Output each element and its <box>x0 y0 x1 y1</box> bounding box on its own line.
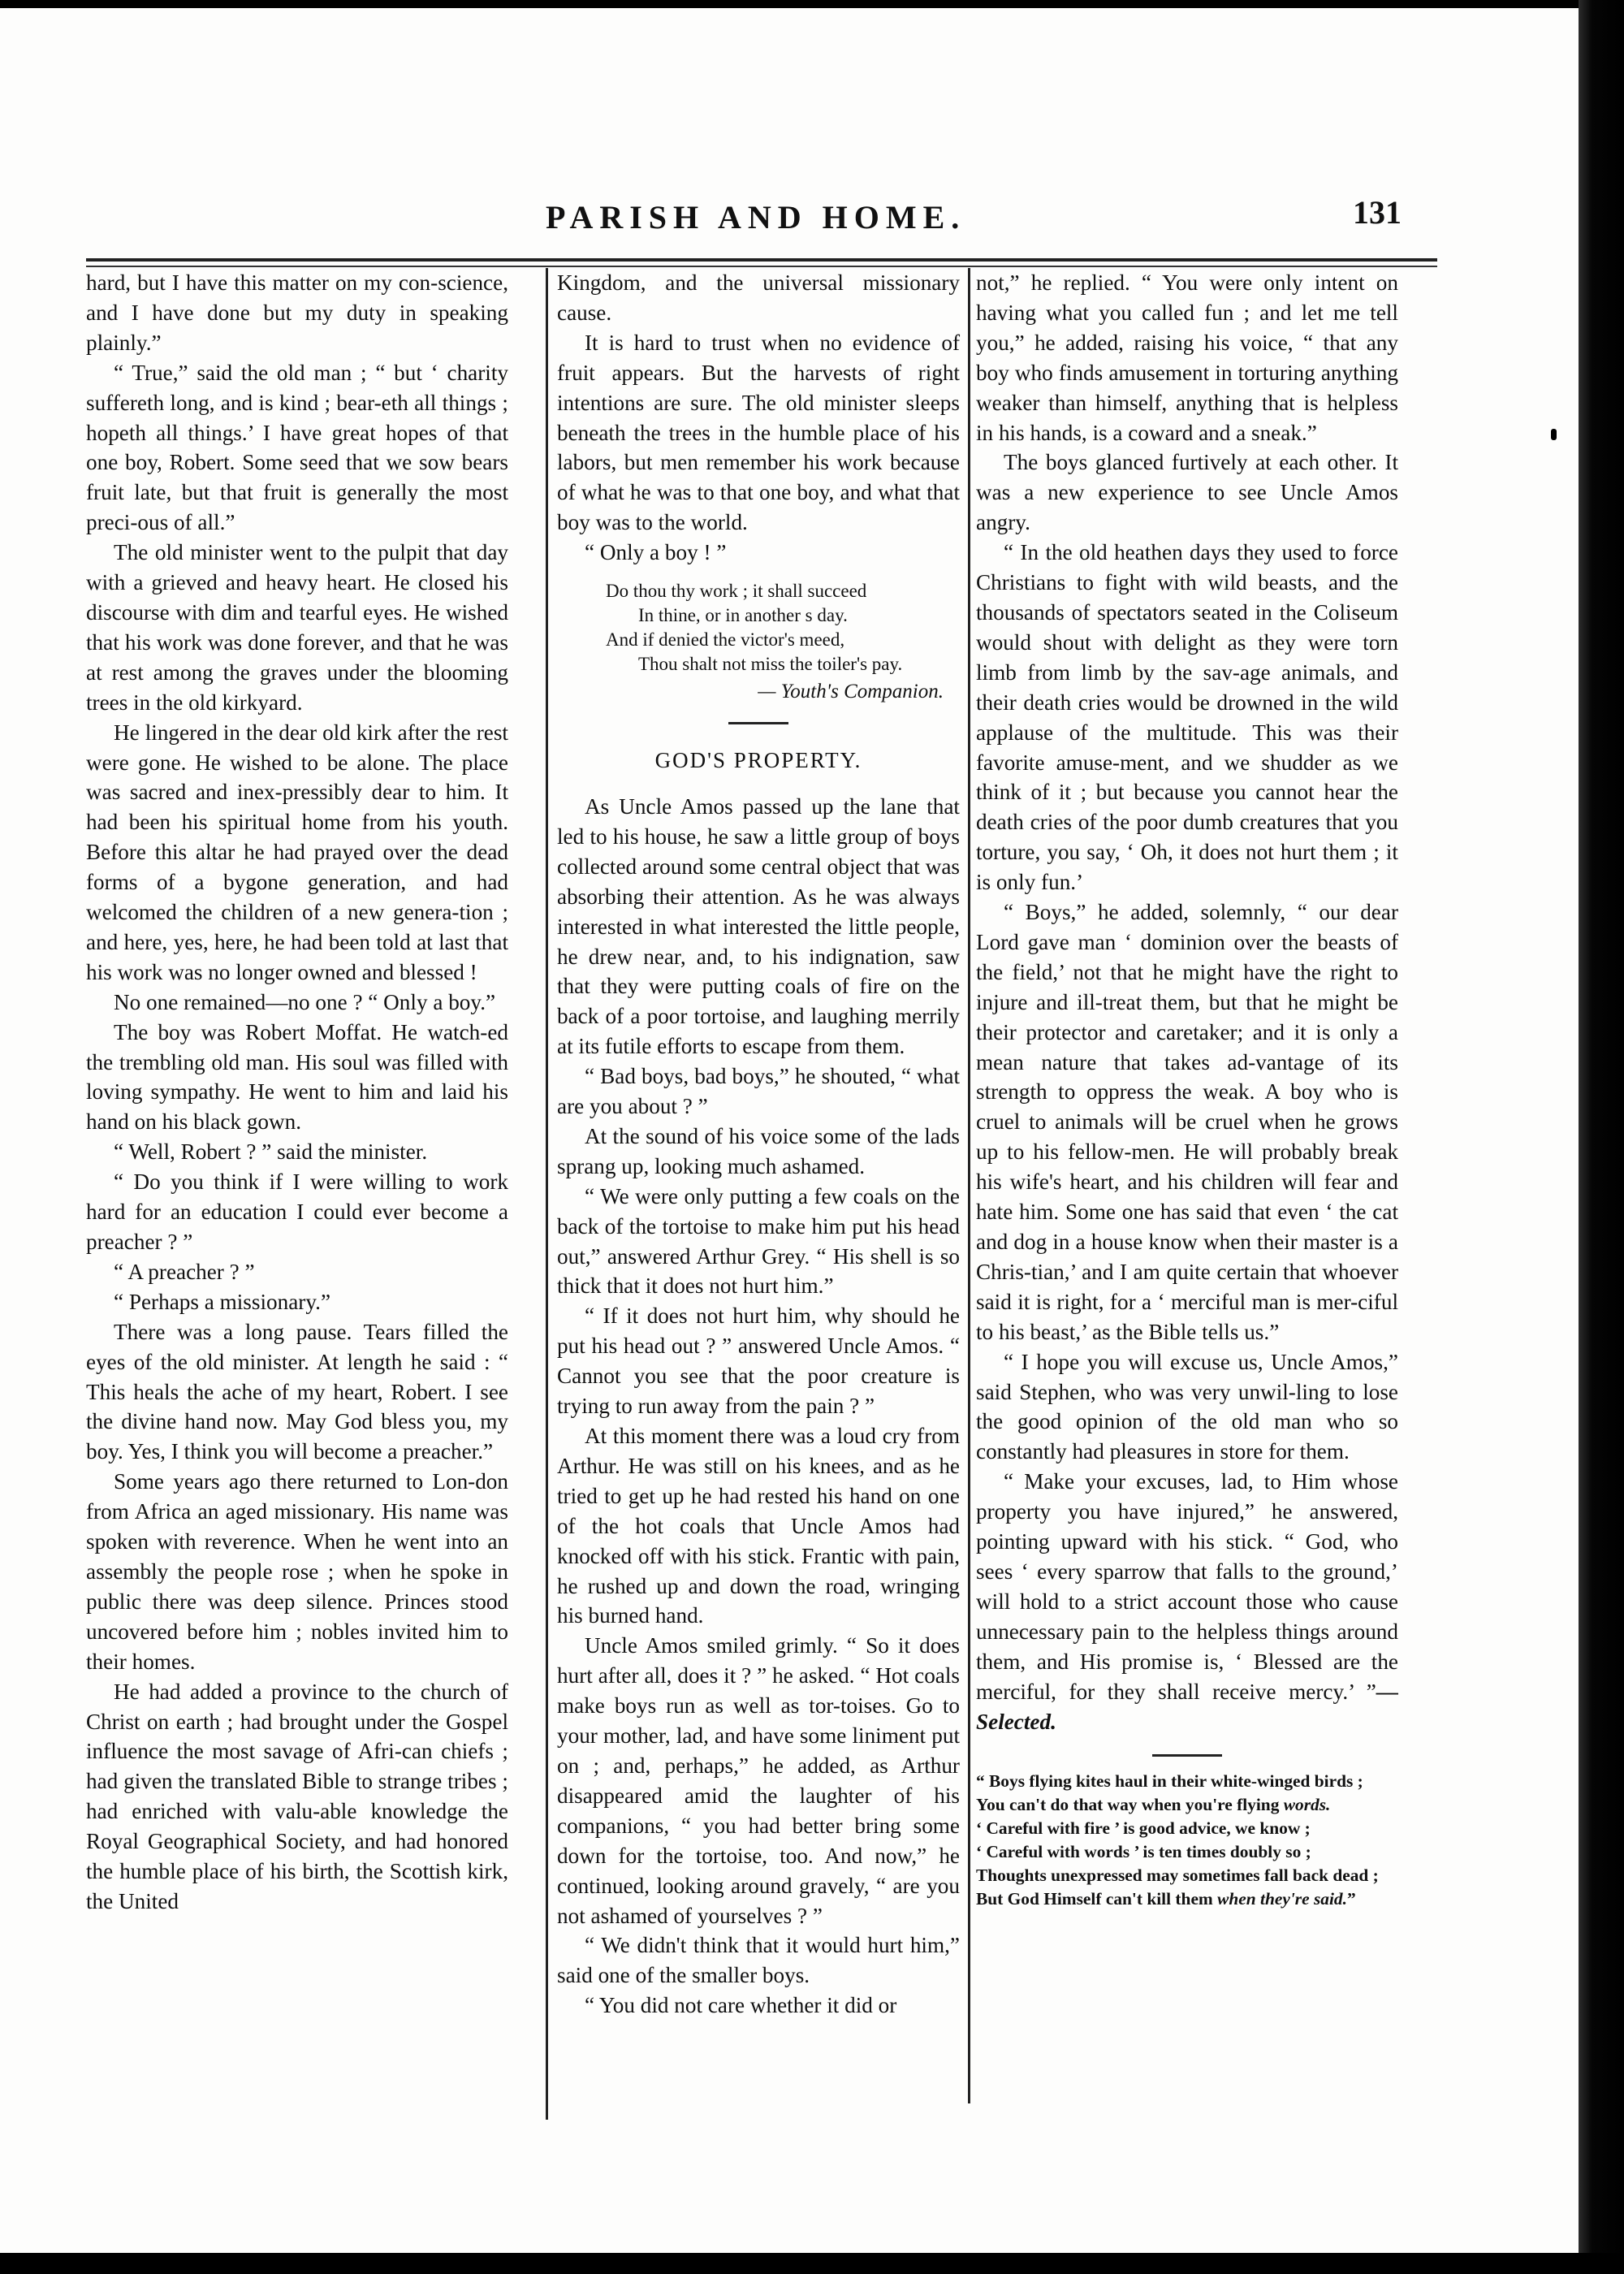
verse-emphasis: words. <box>1283 1795 1331 1815</box>
verse-line: ‘ Careful with fire ’ is good advice, we know ; <box>976 1818 1311 1839</box>
paragraph: As Uncle Amos passed up the lane that led to his house, he saw a little group of boys collected around some central object that was absorbing their attention. As he was always interested in what interested the little people, he drew near, and, to his indignation, saw that they were putting coals of fire on the back of a poor tortoise, and laughing merrily at its futile efforts to escape from them. <box>557 793 960 1059</box>
verse-text: But God Himself can't kill them <box>976 1889 1218 1909</box>
paragraph: He lingered in the dear old kirk after the rest were gone. He wished to be alone. The place was sacred and inex-pressibly dear to him. It had been his spiritual home from his youth. Before this altar he had prayed over the dead forms of a bygone generation, and had welcomed the children of a new genera-tion ; and here, yes, here, he had been told at last that his work was no longer owned and blessed ! <box>86 720 508 984</box>
paragraph: “ A preacher ? ” <box>114 1259 255 1284</box>
paragraph: At the sound of his voice some of the lads sprang up, looking much ashamed. <box>557 1123 960 1178</box>
column-3 <box>976 268 1398 1911</box>
story-heading: GOD'S PROPERTY. <box>654 748 862 773</box>
section-divider <box>728 722 788 724</box>
paragraph: There was a long pause. Tears filled the eyes of the old minister. At length he said : “ This heals the ache of my heart, Robert. I see the divine hand now. May God bless you, my boy. Yes, I think you will become a preacher.” <box>86 1319 508 1464</box>
paragraph: hard, but I have this matter on my con-science, and I have done but my duty in speaking plainly.” <box>86 270 508 355</box>
column-2 <box>557 268 960 2021</box>
paragraph: “ We were only putting a few coals on the back of the tortoise to make him put his head out,” answered Arthur Grey. “ His shell is so thick that it does not hurt him.” <box>557 1183 960 1299</box>
paragraph: At this moment there was a loud cry from Arthur. He was still on his knees, and as he tried to get up he had rested his hand on one of the hot coals that Uncle Amos had knocked off with his stick. Frantic with pain, he rushed up and down the road, wringing his burned hand. <box>557 1424 960 1628</box>
verse-line <box>976 1887 1398 1911</box>
verse-line: ‘ Careful with words ’ is ten times doubly so ; <box>976 1842 1311 1862</box>
page-title: PARISH AND HOME. <box>546 199 966 236</box>
attribution: —Selected. <box>976 1679 1398 1734</box>
paragraph: The old minister went to the pulpit that day with a grieved and heavy heart. He closed his discourse with dim and tearful eyes. He wished that his work was done forever, and that he was at rest among the graves under the blooming trees in the old kirkyard. <box>86 540 508 715</box>
column-rule-1 <box>546 268 548 2120</box>
paragraph: “ Only a boy ! ” <box>585 540 727 565</box>
column-1 <box>86 268 508 1917</box>
paragraph <box>976 1467 1398 1736</box>
paragraph: “ In the old heathen days they used to force Christians to fight with wild beasts, and the thousands of spectators seated in the Coliseum would shout with delight as they were torn limb from limb by the sav-age animals, and their death cries would be drowned in the wild applause of the multitude. This was their favorite amuse-ment, and we shudder as we think of it ; but because you cannot hear the death cries of the poor dumb creatures that you torture, you say, ‘ Oh, it does not hurt them ; it is only fun.’ <box>976 540 1398 895</box>
paragraph-text: “ Make your excuses, lad, to Him whose property you have injured,” he answered, pointing upward with his stick. “ God, who sees ‘ every sparrow that falls to the ground,’ will hold to a strict account those who cause unnecessary pain to the helpless things around them, and His promise is, ‘ Blessed are the merciful, for they shall receive mercy.’ ” <box>976 1469 1398 1704</box>
verse <box>976 1770 1398 1911</box>
running-head <box>0 193 1579 242</box>
paragraph: “ I hope you will excuse us, Uncle Amos,” said Stephen, who was very unwil-ling to lose the good opinion of the old man who so constantly had pleasures in store for them. <box>976 1349 1398 1464</box>
scan-border-top <box>0 0 1624 8</box>
paragraph: Uncle Amos smiled grimly. “ So it does hurt after all, does it ? ” he asked. “ Hot coals make boys run as well as tor-toises. Go to your mother, lad, and have some liniment put on ; and, perhaps,” he added, as Arthur disappeared amid the laughter of his companions, “ you had better bring some down for the tortoise, too. And now,” he continued, looking around gravely, “ are you not ashamed of yourselves ? ” <box>557 1633 960 1928</box>
paragraph: “ Perhaps a missionary.” <box>114 1289 331 1314</box>
paragraph: The boy was Robert Moffat. He watch-ed the trembling old man. His soul was filled with loving sympathy. He went to him and laid his hand on his black gown. <box>86 1019 508 1135</box>
paragraph: “ Well, Robert ? ” said the minister. <box>114 1139 428 1165</box>
poem-line: Do thou thy work ; it shall succeed <box>606 581 867 602</box>
verse-text: You can't do that way when you're flying <box>976 1795 1284 1815</box>
header-rule-thin <box>86 266 1437 267</box>
poem <box>557 579 960 704</box>
scan-border-bottom <box>0 2253 1624 2274</box>
poem-line: In thine, or in another s day. <box>638 605 848 626</box>
poem-line: And if denied the victor's meed, <box>606 629 845 651</box>
page-number: 131 <box>1353 194 1402 231</box>
verse-text: ” <box>1346 1889 1356 1909</box>
paragraph: not,” he replied. “ You were only intent on having what you called fun ; and let me tell you,” he added, raising his voice, “ that any boy who finds amusement in torturing anything weaker than himself, anything that is helpless in his hands, is a coward and a sneak.” <box>976 270 1398 445</box>
paragraph: “ True,” said the old man ; “ but ‘ charity suffereth long, and is kind ; bear-eth all things ; hopeth all things.’ I have great hopes of that one boy, Robert. Some seed that we sow bears fruit late, but that fruit is generally the most preci-ous of all.” <box>86 360 508 535</box>
verse-line: “ Boys flying kites haul in their white-winged birds ; <box>976 1771 1363 1792</box>
paragraph: “ You did not care whether it did or <box>585 1993 897 2018</box>
paragraph: “ Bad boys, bad boys,” he shouted, “ what are you about ? ” <box>557 1064 960 1119</box>
paragraph: “ Do you think if I were willing to work hard for an education I could ever become a preacher ? ” <box>86 1169 508 1254</box>
column-rule-2 <box>968 268 970 2103</box>
paragraph: It is hard to trust when no evidence of fruit appears. But the harvests of right intentions are sure. The old minister sleeps beneath the trees in the humble place of his labors, but men remember his work because of what he was to that one boy, and what that boy was to the world. <box>557 330 960 535</box>
paragraph: Kingdom, and the universal missionary cause. <box>557 270 960 325</box>
poem-attribution: — Youth's Companion. <box>758 681 944 703</box>
paragraph: “ If it does not hurt him, why should he put his head out ? ” answered Uncle Amos. “ Cannot you see that the poor creature is trying to run away from the pain ? ” <box>557 1303 960 1419</box>
poem-line: Thou shalt not miss the toiler's pay. <box>638 654 903 675</box>
section-divider <box>1152 1754 1222 1757</box>
verse-line <box>976 1793 1398 1817</box>
paragraph: “ Boys,” he added, solemnly, “ our dear Lord gave man ‘ dominion over the beasts of the field,’ not that he might have the right to injure and ill-treat them, but that he might be their protector and caretaker; and it is only a mean nature that takes ad-vantage of its strength to oppress the weak. A boy who is cruel to animals will be cruel when he grows up to his fellow-men. He will probably break his wife's heart, and his children will fear and hate him. Some one has said that even ‘ the cat and dog in a house know when their master is a Chris-tian,’ and I am quite certain that whoever said it is right, for a ‘ merciful man is mer-ciful to his beast,’ as the Bible tells us.” <box>976 900 1398 1344</box>
verse-emphasis: when they're said. <box>1217 1889 1347 1909</box>
header-rule-thick <box>86 258 1437 262</box>
scan-border-right <box>1579 0 1624 2274</box>
paragraph: The boys glanced furtively at each other. It was a new experience to see Uncle Amos angry. <box>976 450 1398 535</box>
paragraph: Some years ago there returned to Lon-don from Africa an aged missionary. His name was spoken with reverence. When he went into an assembly the people rose ; when he spoke in public there was deep silence. Princes stood uncovered before him ; nobles invited him to their homes. <box>86 1469 508 1674</box>
paragraph: No one remained—no one ? “ Only a boy.” <box>114 989 496 1014</box>
verse-line: Thoughts unexpressed may sometimes fall back dead ; <box>976 1865 1379 1886</box>
paragraph: “ We didn't think that it would hurt him,” said one of the smaller boys. <box>557 1933 960 1988</box>
paragraph: He had added a province to the church of Christ on earth ; had brought under the Gospel influence the most savage of Afri-can chiefs ; had given the translated Bible to strange tribes ; had enriched with valu-able knowledge the Royal Geographical Society, and had honored the humble place of his birth, the Scottish kirk, the United <box>86 1679 508 1913</box>
ink-mark <box>1551 429 1557 440</box>
